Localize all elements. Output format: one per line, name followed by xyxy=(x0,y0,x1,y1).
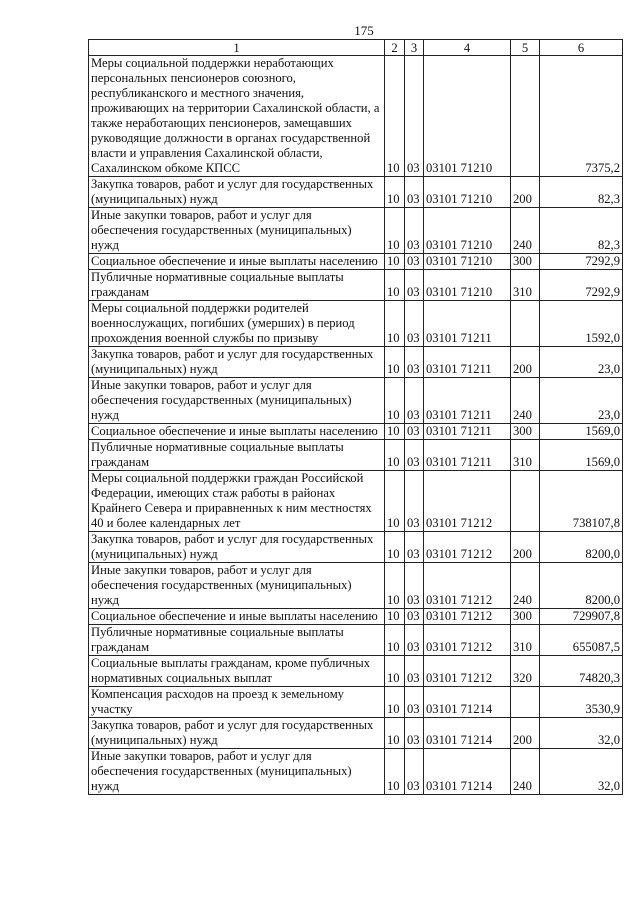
cell-name xyxy=(89,749,385,795)
cell-subsection: 03 xyxy=(405,749,424,795)
row-name-text: Закупка товаров, работ и услуг для государственных (муниципальных) нужд xyxy=(91,532,374,561)
cell-name xyxy=(89,177,385,208)
header-cell-target-article: 4 xyxy=(424,40,511,56)
cell-amount: 7375,2 xyxy=(540,56,623,177)
cell-name xyxy=(89,56,385,177)
cell-section: 10 xyxy=(385,254,405,270)
cell-name xyxy=(89,347,385,378)
cell-amount: 729907,8 xyxy=(540,609,623,625)
cell-name xyxy=(89,532,385,563)
cell-expense-type xyxy=(511,56,540,177)
cell-subsection: 03 xyxy=(405,208,424,254)
header-row xyxy=(89,40,623,56)
row-name-text: Социальные выплаты гражданам, кроме публичных нормативных социальных выплат xyxy=(91,656,370,685)
cell-expense-type: 310 xyxy=(511,625,540,656)
cell-expense-type: 200 xyxy=(511,718,540,749)
cell-amount: 3530,9 xyxy=(540,687,623,718)
cell-name xyxy=(89,270,385,301)
table-row xyxy=(89,378,623,424)
cell-target-article: 03101 71210 xyxy=(424,270,511,301)
table-row xyxy=(89,347,623,378)
cell-subsection: 03 xyxy=(405,270,424,301)
table-row xyxy=(89,609,623,625)
cell-amount: 23,0 xyxy=(540,378,623,424)
cell-subsection: 03 xyxy=(405,609,424,625)
cell-subsection: 03 xyxy=(405,347,424,378)
table-body xyxy=(89,56,623,795)
table-row xyxy=(89,254,623,270)
cell-target-article: 03101 71212 xyxy=(424,625,511,656)
cell-section: 10 xyxy=(385,347,405,378)
header-cell-amount: 6 xyxy=(540,40,623,56)
row-name-text: Закупка товаров, работ и услуг для государственных (муниципальных) нужд xyxy=(91,177,374,206)
cell-section: 10 xyxy=(385,56,405,177)
row-name-text: Публичные нормативные социальные выплаты гражданам xyxy=(91,625,344,654)
cell-amount: 1569,0 xyxy=(540,440,623,471)
cell-section: 10 xyxy=(385,378,405,424)
cell-name xyxy=(89,424,385,440)
cell-name xyxy=(89,471,385,532)
cell-amount: 23,0 xyxy=(540,347,623,378)
cell-target-article: 03101 71214 xyxy=(424,718,511,749)
cell-subsection: 03 xyxy=(405,687,424,718)
table-row xyxy=(89,208,623,254)
cell-subsection: 03 xyxy=(405,656,424,687)
cell-name xyxy=(89,254,385,270)
cell-amount: 74820,3 xyxy=(540,656,623,687)
row-name-text: Закупка товаров, работ и услуг для государственных (муниципальных) нужд xyxy=(91,347,374,376)
table-row xyxy=(89,687,623,718)
row-name-text: Публичные нормативные социальные выплаты гражданам xyxy=(91,270,344,299)
cell-target-article: 03101 71211 xyxy=(424,424,511,440)
cell-expense-type: 310 xyxy=(511,440,540,471)
cell-expense-type xyxy=(511,471,540,532)
cell-subsection: 03 xyxy=(405,424,424,440)
table-row xyxy=(89,625,623,656)
cell-expense-type: 200 xyxy=(511,347,540,378)
cell-subsection: 03 xyxy=(405,471,424,532)
cell-name xyxy=(89,301,385,347)
row-name-text: Меры социальной поддержки родителей военнослужащих, погибших (умерших) в период прохождения военной службы по призыву xyxy=(91,301,355,345)
cell-target-article: 03101 71211 xyxy=(424,347,511,378)
row-name-text: Социальное обеспечение и иные выплаты населению xyxy=(91,424,378,438)
row-name-text: Иные закупки товаров, работ и услуг для обеспечения государственных (муниципальных) нужд xyxy=(91,749,352,793)
cell-expense-type: 300 xyxy=(511,609,540,625)
cell-expense-type: 200 xyxy=(511,177,540,208)
header-cell-subsection: 3 xyxy=(405,40,424,56)
cell-section: 10 xyxy=(385,625,405,656)
cell-amount: 8200,0 xyxy=(540,563,623,609)
cell-section: 10 xyxy=(385,471,405,532)
cell-section: 10 xyxy=(385,656,405,687)
table-row xyxy=(89,718,623,749)
cell-section: 10 xyxy=(385,609,405,625)
cell-section: 10 xyxy=(385,440,405,471)
cell-amount: 8200,0 xyxy=(540,532,623,563)
cell-name xyxy=(89,378,385,424)
cell-subsection: 03 xyxy=(405,301,424,347)
cell-name xyxy=(89,609,385,625)
cell-target-article: 03101 71210 xyxy=(424,177,511,208)
cell-name xyxy=(89,656,385,687)
cell-target-article: 03101 71212 xyxy=(424,563,511,609)
row-name-text: Иные закупки товаров, работ и услуг для обеспечения государственных (муниципальных) нужд xyxy=(91,563,352,607)
cell-amount: 32,0 xyxy=(540,718,623,749)
cell-subsection: 03 xyxy=(405,440,424,471)
cell-section: 10 xyxy=(385,301,405,347)
table-row xyxy=(89,532,623,563)
cell-target-article: 03101 71210 xyxy=(424,56,511,177)
cell-name xyxy=(89,687,385,718)
cell-name xyxy=(89,625,385,656)
row-name-text: Иные закупки товаров, работ и услуг для обеспечения государственных (муниципальных) нужд xyxy=(91,208,352,252)
cell-expense-type: 300 xyxy=(511,424,540,440)
cell-name xyxy=(89,208,385,254)
cell-target-article: 03101 71212 xyxy=(424,609,511,625)
table-row xyxy=(89,301,623,347)
cell-subsection: 03 xyxy=(405,563,424,609)
cell-section: 10 xyxy=(385,424,405,440)
table-row xyxy=(89,749,623,795)
cell-target-article: 03101 71210 xyxy=(424,254,511,270)
table-row xyxy=(89,563,623,609)
cell-section: 10 xyxy=(385,208,405,254)
cell-amount: 655087,5 xyxy=(540,625,623,656)
cell-section: 10 xyxy=(385,532,405,563)
cell-expense-type: 240 xyxy=(511,208,540,254)
cell-expense-type: 300 xyxy=(511,254,540,270)
cell-subsection: 03 xyxy=(405,625,424,656)
cell-target-article: 03101 71211 xyxy=(424,440,511,471)
table-row xyxy=(89,177,623,208)
cell-amount: 738107,8 xyxy=(540,471,623,532)
row-name-text: Публичные нормативные социальные выплаты гражданам xyxy=(91,440,344,469)
row-name-text: Закупка товаров, работ и услуг для государственных (муниципальных) нужд xyxy=(91,718,374,747)
cell-amount: 82,3 xyxy=(540,208,623,254)
cell-section: 10 xyxy=(385,177,405,208)
cell-subsection: 03 xyxy=(405,254,424,270)
table-row xyxy=(89,656,623,687)
row-name-text: Иные закупки товаров, работ и услуг для обеспечения государственных (муниципальных) нужд xyxy=(91,378,352,422)
cell-section: 10 xyxy=(385,270,405,301)
cell-subsection: 03 xyxy=(405,56,424,177)
cell-target-article: 03101 71211 xyxy=(424,301,511,347)
table-row xyxy=(89,440,623,471)
cell-expense-type: 200 xyxy=(511,532,540,563)
cell-name xyxy=(89,718,385,749)
cell-name xyxy=(89,563,385,609)
header-cell-name: 1 xyxy=(89,40,385,56)
cell-expense-type: 240 xyxy=(511,749,540,795)
budget-table xyxy=(88,39,623,795)
table-row xyxy=(89,471,623,532)
header-cell-section: 2 xyxy=(385,40,405,56)
cell-target-article: 03101 71214 xyxy=(424,749,511,795)
cell-amount: 82,3 xyxy=(540,177,623,208)
cell-target-article: 03101 71212 xyxy=(424,471,511,532)
cell-target-article: 03101 71212 xyxy=(424,532,511,563)
cell-target-article: 03101 71210 xyxy=(424,208,511,254)
cell-section: 10 xyxy=(385,687,405,718)
cell-target-article: 03101 71212 xyxy=(424,656,511,687)
cell-expense-type: 320 xyxy=(511,656,540,687)
row-name-text: Компенсация расходов на проезд к земельному участку xyxy=(91,687,344,716)
cell-amount: 1592,0 xyxy=(540,301,623,347)
table-row xyxy=(89,424,623,440)
cell-expense-type: 240 xyxy=(511,378,540,424)
cell-amount: 32,0 xyxy=(540,749,623,795)
cell-expense-type: 310 xyxy=(511,270,540,301)
cell-subsection: 03 xyxy=(405,532,424,563)
cell-subsection: 03 xyxy=(405,718,424,749)
header-cell-expense-type: 5 xyxy=(511,40,540,56)
row-name-text: Меры социальной поддержки граждан Российской Федерации, имеющих стаж работы в районах Крайнего Севера и приравненных к ним местностях 40 и более календарных лет xyxy=(91,471,372,530)
cell-expense-type xyxy=(511,301,540,347)
cell-section: 10 xyxy=(385,563,405,609)
cell-amount: 1569,0 xyxy=(540,424,623,440)
table-row xyxy=(89,56,623,177)
cell-amount: 7292,9 xyxy=(540,254,623,270)
cell-section: 10 xyxy=(385,718,405,749)
row-name-text: Социальное обеспечение и иные выплаты населению xyxy=(91,254,378,268)
row-name-text: Меры социальной поддержки неработающих персональных пенсионеров союзного, республиканского и местного значения, проживающих на территории Сахалинской области, а также неработающих пенсионеров, замещавших руководящие должности в органах государственной власти и управления Сахалинской области, Сахалинском обкоме КПСС xyxy=(91,56,380,175)
cell-amount: 7292,9 xyxy=(540,270,623,301)
cell-name xyxy=(89,440,385,471)
cell-subsection: 03 xyxy=(405,177,424,208)
cell-section: 10 xyxy=(385,749,405,795)
page-number: 175 xyxy=(354,23,374,38)
cell-target-article: 03101 71214 xyxy=(424,687,511,718)
cell-expense-type xyxy=(511,687,540,718)
cell-expense-type: 240 xyxy=(511,563,540,609)
table-row xyxy=(89,270,623,301)
row-name-text: Социальное обеспечение и иные выплаты населению xyxy=(91,609,378,623)
cell-subsection: 03 xyxy=(405,378,424,424)
cell-target-article: 03101 71211 xyxy=(424,378,511,424)
